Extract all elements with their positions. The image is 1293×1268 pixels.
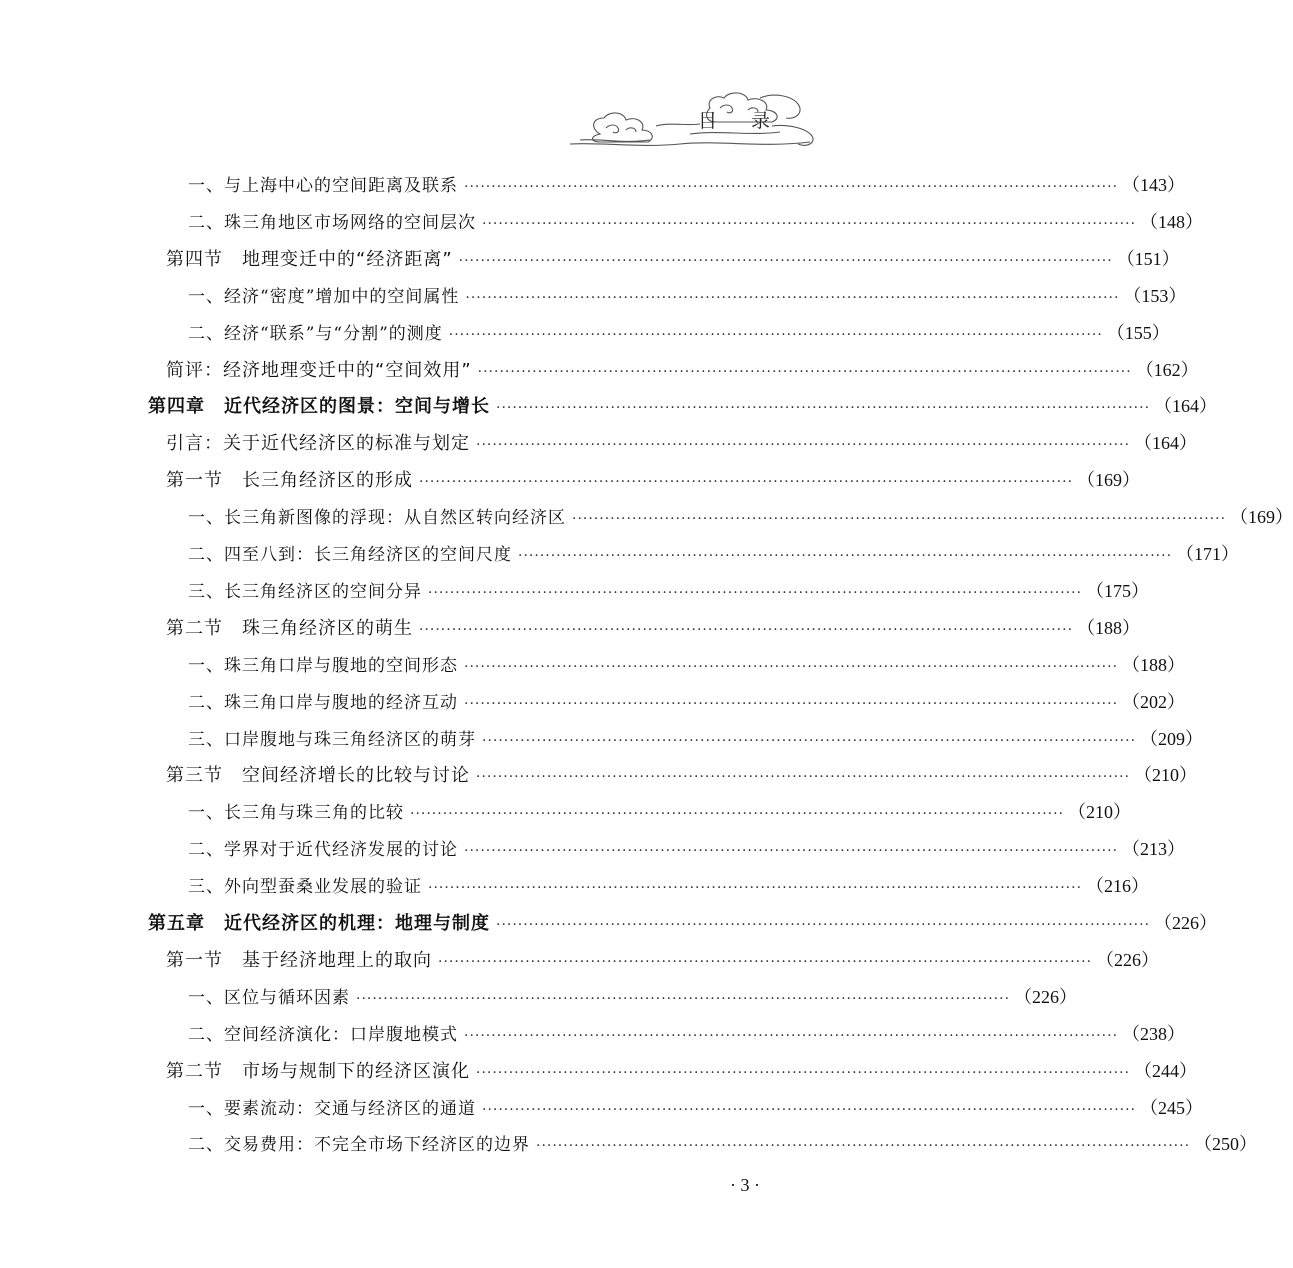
toc-entry-title: 二、交易费用：不完全市场下经济区的边界	[188, 1135, 530, 1156]
toc-entry-page: （148）	[1140, 211, 1204, 232]
toc-entry-title: 二、空间经济演化：口岸腹地模式	[188, 1024, 458, 1045]
toc-entry-page: （169）	[1230, 507, 1293, 528]
dot-leader: ························································································································	[410, 806, 1065, 823]
toc-entry-item	[188, 536, 1240, 572]
toc-entry-page: （210）	[1068, 802, 1132, 823]
dot-leader: ························································································································	[428, 584, 1083, 601]
dot-leader: ························································································································	[496, 400, 1151, 417]
toc-entry-title: 简评：经济地理变迁中的“空间效用”	[166, 359, 472, 381]
dot-leader: ························································································································	[482, 732, 1137, 749]
toc-entry-section	[166, 352, 1199, 388]
toc-entry-title: 一、要素流动：交通与经济区的通道	[188, 1098, 476, 1119]
toc-entry-item	[188, 684, 1186, 720]
toc-entry-title: 一、长三角新图像的浮现：从自然区转向经济区	[188, 508, 566, 529]
toc-entry-page: （169）	[1077, 470, 1141, 491]
toc-entry-page: （226）	[1154, 913, 1218, 933]
dot-leader: ························································································································	[448, 326, 1103, 343]
toc-entry-page: （164）	[1134, 433, 1198, 454]
toc-entry-section	[166, 1053, 1198, 1089]
dot-leader: ························································································································	[464, 843, 1119, 860]
toc-entry-page: （143）	[1122, 175, 1186, 195]
toc-entry-title: 三、长三角经济区的空间分异	[188, 581, 422, 602]
page-number: · 3 ·	[730, 1175, 760, 1195]
dot-leader: ························································································································	[482, 215, 1137, 232]
dot-leader: ························································································································	[496, 917, 1151, 933]
toc-entry-page: （155）	[1106, 322, 1170, 343]
toc-entry-page: （162）	[1135, 359, 1199, 380]
toc-entry-page: （151）	[1116, 248, 1180, 269]
toc-entry-title: 一、长三角与珠三角的比较	[188, 803, 404, 824]
toc-entry-title: 第四章 近代经济区的图景：空间与增长	[148, 396, 490, 418]
dot-leader: ························································································································	[482, 1101, 1137, 1118]
toc-entry-item	[188, 499, 1293, 535]
toc-entry-title: 一、区位与循环因素	[188, 987, 350, 1008]
toc-entry-title: 二、珠三角口岸与腹地的经济互动	[188, 692, 458, 713]
toc-entry-item	[188, 979, 1078, 1015]
toc-entry-title: 第一节 基于经济地理上的取向	[166, 949, 432, 971]
toc-entry-page: （226）	[1096, 949, 1160, 970]
dot-leader: ························································································································	[536, 1138, 1191, 1155]
toc-entry-page: （175）	[1086, 580, 1150, 601]
toc-entry-title: 二、学界对于近代经济发展的讨论	[188, 840, 458, 861]
toc-entry-item	[188, 167, 1186, 203]
dot-leader: ························································································································	[464, 1027, 1119, 1044]
toc-entry-page: （188）	[1077, 617, 1141, 638]
toc-entry-section	[166, 610, 1141, 646]
toc-entry-section	[166, 757, 1198, 793]
toc-entry-page: （216）	[1086, 876, 1150, 897]
dot-leader: ························································································································	[572, 511, 1227, 528]
header-title: 目 录	[698, 110, 785, 132]
dot-leader: ························································································································	[477, 363, 1132, 380]
toc-entry-title: 三、口岸腹地与珠三角经济区的萌芽	[188, 729, 476, 750]
dot-leader: ························································································································	[518, 548, 1173, 564]
toc-entry-page: （226）	[1014, 986, 1078, 1007]
dot-leader: ························································································································	[458, 252, 1113, 269]
toc-entry-title: 二、经济“联系”与“分割”的测度	[188, 323, 443, 344]
toc-entry-section	[166, 241, 1180, 277]
toc-entry-item	[188, 1016, 1186, 1052]
toc-entry-item	[188, 868, 1150, 904]
toc-entry-page: （244）	[1134, 1060, 1198, 1081]
dot-leader: ························································································································	[476, 1064, 1131, 1081]
toc-entry-page: （188）	[1122, 654, 1186, 675]
dot-leader: ························································································································	[476, 769, 1131, 786]
toc-entry-item	[188, 721, 1204, 757]
toc-entry-page: （209）	[1140, 728, 1204, 749]
dot-leader: ························································································································	[464, 658, 1119, 675]
toc-entry-title: 二、四至八到：长三角经济区的空间尺度	[188, 545, 512, 565]
toc-entry-title: 第三节 空间经济增长的比较与讨论	[166, 765, 470, 787]
toc-entry-item	[188, 315, 1170, 351]
dot-leader: ························································································································	[419, 474, 1074, 491]
dot-leader: ························································································································	[356, 990, 1011, 1007]
dot-leader: ························································································································	[465, 289, 1120, 306]
toc-entry-chapter	[148, 905, 1218, 941]
toc-entry-title: 引言：关于近代经济区的标准与划定	[166, 433, 470, 455]
toc-entry-page: （250）	[1194, 1134, 1258, 1155]
toc-entry-page: （213）	[1122, 839, 1186, 860]
dot-leader: ························································································································	[419, 621, 1074, 638]
dot-leader: ························································································································	[464, 179, 1119, 195]
toc-entry-chapter	[148, 388, 1218, 424]
toc-entry-page: （245）	[1140, 1097, 1204, 1118]
toc-entry-page: （202）	[1122, 691, 1186, 712]
toc-entry-title: 第四节 地理变迁中的“经济距离”	[166, 248, 453, 270]
toc-entry-page: （153）	[1123, 285, 1187, 306]
toc-entry-title: 第二节 珠三角经济区的萌生	[166, 617, 413, 639]
toc-entry-title: 第五章 近代经济区的机理：地理与制度	[148, 913, 490, 934]
toc-entry-page: （171）	[1176, 544, 1240, 564]
toc-entry-title: 一、珠三角口岸与腹地的空间形态	[188, 655, 458, 676]
toc-entry-section	[166, 462, 1141, 498]
toc-entry-item	[188, 573, 1150, 609]
toc-entry-page: （164）	[1154, 396, 1218, 417]
toc-entry-item	[188, 1126, 1258, 1162]
toc-entry-item	[188, 794, 1132, 830]
dot-leader: ························································································································	[438, 953, 1093, 970]
toc-entry-item	[188, 278, 1187, 314]
toc-entry-item	[188, 204, 1204, 240]
toc-entry-title: 一、经济“密度”增加中的空间属性	[188, 286, 460, 307]
toc-entry-title: 三、外向型蚕桑业发展的验证	[188, 877, 422, 898]
dot-leader: ························································································································	[428, 880, 1083, 897]
toc-entry-title: 第一节 长三角经济区的形成	[166, 470, 413, 492]
toc-entry-section	[166, 425, 1198, 461]
toc-entry-title: 一、与上海中心的空间距离及联系	[188, 176, 458, 196]
toc-entry-title: 二、珠三角地区市场网络的空间层次	[188, 212, 476, 233]
dot-leader: ························································································································	[464, 695, 1119, 712]
toc-entry-item	[188, 647, 1186, 683]
toc-entry-section	[166, 942, 1160, 978]
toc-entry-item	[188, 831, 1186, 867]
running-header	[560, 78, 820, 158]
toc-entry-item	[188, 1090, 1204, 1126]
toc-entry-title: 第二节 市场与规制下的经济区演化	[166, 1060, 470, 1082]
dot-leader: ························································································································	[476, 437, 1131, 454]
toc-entry-page: （238）	[1122, 1023, 1186, 1044]
toc-entry-page: （210）	[1134, 765, 1198, 786]
